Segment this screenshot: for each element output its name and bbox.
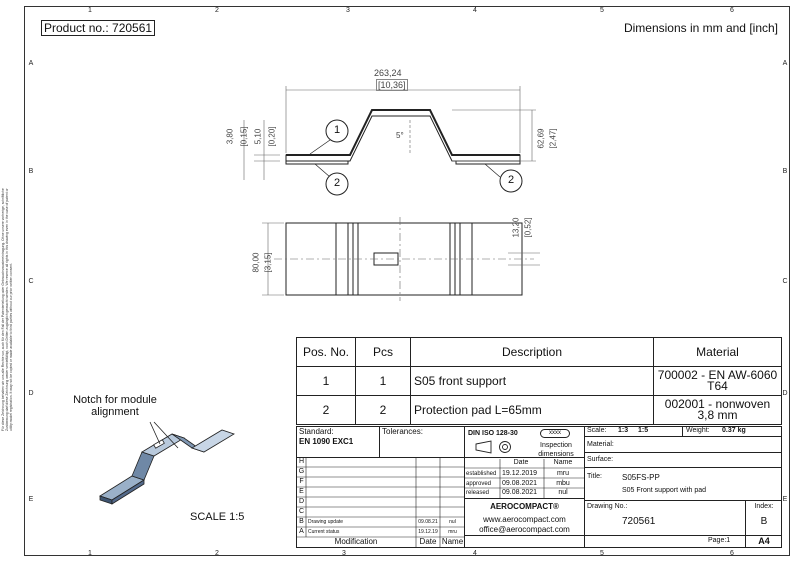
dim-height-inch: [2,47] <box>548 128 558 149</box>
rev-a-text: Current status <box>308 529 340 535</box>
dim-slot: 13,20 <box>511 217 521 238</box>
bom-material: 700002 - EN AW-6060 T64 <box>654 367 782 396</box>
drawing-no-value: 720561 <box>622 516 656 527</box>
bom-pos: 1 <box>297 367 356 396</box>
zone-row-e: E <box>28 496 34 503</box>
bom-header-row <box>297 338 782 367</box>
zone-col-1-bottom: 1 <box>88 550 92 557</box>
zone-row-b-right: B <box>782 168 788 175</box>
history-name-header: Name <box>553 459 573 466</box>
notch-label: Notch for module alignment <box>73 394 157 418</box>
rev-letter-f: F <box>299 478 304 485</box>
rev-b-name: nul <box>449 519 456 525</box>
bom-material: 002001 - nonwoven 3,8 mm <box>654 396 782 425</box>
dim-thickness-1-inch: [0,15] <box>239 126 249 147</box>
scale-value-2: 1:5 <box>638 427 649 434</box>
material-label: Material: <box>587 441 614 448</box>
zone-col-5: 5 <box>600 7 604 14</box>
title-description: S05 Front support with pad <box>622 487 707 494</box>
bom-pos: 2 <box>297 396 356 425</box>
copyright-note: Für diese Zeichnung behalten wir uns alle Rechte vor, auch für den Fall der Patenterteilung oder Gebrauchsmustereintragung. Ohne unsere vorherige, schriftliche Zustimmung darf diese Zeichnung weder vervielfältigt, noch Dritten zugänglich gemacht werden. We reserve all rights in this drawing even in the case of patent or utility model registration. It may not be copied or made available to third parties without our prior written consent. <box>1 188 13 431</box>
inspection-label: Inspection dimensions <box>538 442 574 458</box>
standard-label: Standard: <box>299 427 334 436</box>
bill-of-materials <box>296 337 782 425</box>
weight-value: 0.37 kg <box>722 427 746 434</box>
zone-col-3: 3 <box>346 7 350 14</box>
history-established-date: 19.12.2019 <box>502 470 538 477</box>
history-approved-label: approved <box>466 481 492 487</box>
units-note: Dimensions in mm and [inch] <box>623 21 778 35</box>
weight-label: Weight: <box>686 427 710 434</box>
zone-row-a: A <box>28 60 34 67</box>
index-label: Index: <box>754 503 774 510</box>
rev-letter-g: G <box>298 468 305 475</box>
bom-header-material: Material <box>654 338 782 367</box>
history-released-date: 09.08.2021 <box>502 489 538 496</box>
company-email[interactable]: office@aerocompact.com <box>479 525 570 534</box>
bom-header-pos: Pos. No. <box>297 338 356 367</box>
rev-letter-d: D <box>298 498 305 505</box>
dim-angle: 5° <box>396 131 404 140</box>
title-value: S05FS-PP <box>622 473 660 482</box>
rev-letter-e: E <box>299 488 304 495</box>
product-number: Product no.: 720561 <box>41 20 155 36</box>
bom-pcs: 1 <box>356 367 411 396</box>
zone-row-b: B <box>28 168 34 175</box>
scale-label-iso: SCALE 1:5 <box>190 511 245 523</box>
rev-letter-b: B <box>299 518 304 525</box>
history-released-label: released <box>466 490 490 496</box>
zone-row-c-right: C <box>782 278 788 285</box>
dim-width-inch: [3,15] <box>263 252 273 273</box>
history-approved-date: 09.08.2021 <box>502 480 538 487</box>
dim-width: 80,00 <box>251 252 261 273</box>
zone-col-1: 1 <box>88 7 92 14</box>
surface-label: Surface: <box>587 456 614 463</box>
din-standard: DIN ISO 128-30 <box>468 430 518 437</box>
index-value: B <box>760 516 768 527</box>
isometric-view-drawing <box>92 418 252 518</box>
rev-letter-a: A <box>299 528 304 535</box>
title-cell <box>584 467 782 501</box>
paper-format: A4 <box>758 536 770 546</box>
rev-a-date: 19.12.19 <box>418 529 438 535</box>
bom-description: S05 front support <box>411 367 654 396</box>
modification-header: Modification <box>334 537 378 546</box>
rev-b-date: 09.08.21 <box>418 519 438 525</box>
zone-row-d: D <box>28 390 34 397</box>
zone-col-2-bottom: 2 <box>215 550 219 557</box>
balloon-1: 1 <box>333 124 341 136</box>
rev-a-name: mru <box>448 529 457 535</box>
zone-col-2: 2 <box>215 7 219 14</box>
dim-thickness-1: 3,80 <box>225 128 235 145</box>
drawing-no-label: Drawing No.: <box>587 503 628 510</box>
zone-col-4-bottom: 4 <box>473 550 477 557</box>
zone-row-a-right: A <box>782 60 788 67</box>
dim-slot-inch: [0,52] <box>523 217 533 238</box>
zone-col-6: 6 <box>730 7 734 14</box>
balloon-2-right: 2 <box>507 174 515 186</box>
dim-overall-length-inch: [10,36] <box>378 80 406 90</box>
bom-header-pcs: Pcs <box>356 338 411 367</box>
rev-b-text: Drawing update <box>308 519 344 525</box>
zone-row-d-right: D <box>782 390 788 397</box>
dim-thickness-2-inch: [0,20] <box>267 126 277 147</box>
company-name: AEROCOMPACT® <box>490 502 559 511</box>
history-grid <box>464 457 585 499</box>
dim-height: 62,69 <box>536 128 546 149</box>
zone-row-c: C <box>28 278 34 285</box>
table-row <box>297 367 782 396</box>
scale-label: Scale: <box>587 427 607 434</box>
bom-description: Protection pad L=65mm <box>411 396 654 425</box>
revision-name-header: Name <box>441 537 464 546</box>
scale-value-1: 1:3 <box>618 427 629 434</box>
bom-header-description: Description <box>411 338 654 367</box>
zone-col-4: 4 <box>473 7 477 14</box>
history-established-name: mru <box>556 470 570 477</box>
dim-thickness-2: 5,10 <box>253 128 263 145</box>
history-date-header: Date <box>513 459 529 466</box>
rev-letter-c: C <box>298 508 305 515</box>
surface-cell <box>584 452 782 468</box>
standard-value: EN 1090 EXC1 <box>299 437 354 446</box>
table-row <box>297 396 782 425</box>
balloon-2-left: 2 <box>333 177 341 189</box>
dim-overall-length: 263,24 <box>374 68 402 78</box>
bom-pcs: 2 <box>356 396 411 425</box>
zone-col-6-bottom: 6 <box>730 550 734 557</box>
rev-letter-h: H <box>298 458 305 465</box>
history-established-label: established <box>466 471 497 477</box>
zone-col-5-bottom: 5 <box>600 550 604 557</box>
plan-view-drawing <box>250 215 550 305</box>
title-label: Title: <box>587 473 602 480</box>
zone-row-e-right: E <box>782 496 788 503</box>
revision-date-header: Date <box>419 537 437 546</box>
history-released-name: nul <box>558 489 568 496</box>
page-label: Page:1 <box>708 537 731 544</box>
zone-col-3-bottom: 3 <box>342 550 346 557</box>
inspection-badge: xxxx <box>540 429 570 438</box>
tolerances-label: Tolerances: <box>382 427 423 436</box>
history-approved-name: mbu <box>556 480 570 487</box>
projection-symbol-icon <box>473 440 515 454</box>
company-website[interactable]: www.aerocompact.com <box>483 515 566 524</box>
